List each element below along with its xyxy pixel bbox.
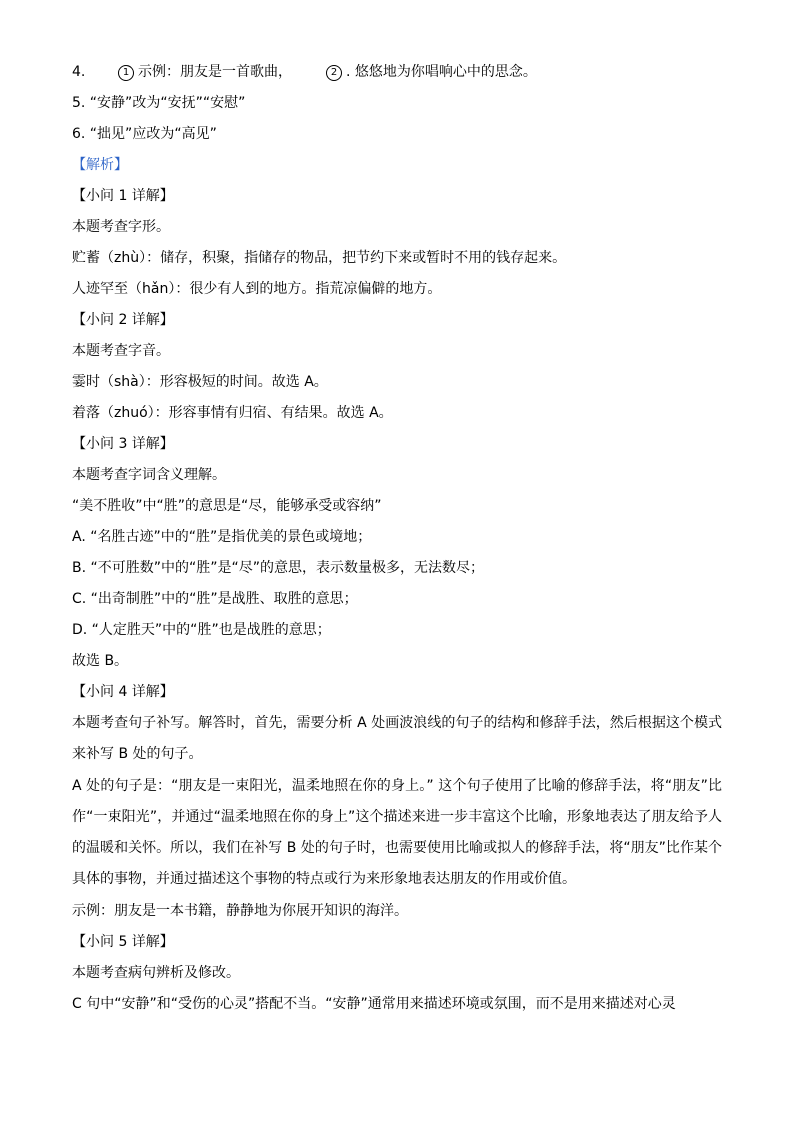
section-2-line: 本题考查字音。 — [72, 343, 170, 359]
section-1-line: 本题考查字形。 — [72, 219, 170, 235]
section-3-line: A. “名胜古迹”中的“胜”是指优美的景色或境地； — [72, 529, 372, 545]
section-3-line: C. “出奇制胜”中的“胜”是战胜、取胜的意思； — [72, 591, 358, 607]
circled-number-1: 1 — [118, 65, 134, 81]
answer-6: 6. “拙见”应改为“高见” — [72, 126, 217, 142]
section-2-line: 着落（zhuó）：形容事情有归宿、有结果。故选 A。 — [72, 405, 393, 421]
answer-5: 5. “安静”改为“安抚”“安慰” — [72, 95, 246, 111]
section-3-line: “美不胜收”中“胜”的意思是“尽，能够承受或容纳” — [72, 498, 382, 514]
section-5-heading: 【小问 5 详解】 — [72, 934, 174, 950]
document-page — [72, 62, 722, 1025]
section-3-line: D. “人定胜天”中的“胜”也是战胜的意思； — [72, 622, 331, 638]
analysis-label: 【解析】 — [72, 157, 128, 173]
section-2-line: 霎时（shà）：形容极短的时间。故选 A。 — [72, 374, 328, 390]
circled-number-2: 2 — [326, 65, 342, 81]
section-3-line: B. “不可胜数”中的“胜”是“尽”的意思，表示数量极多，无法数尽； — [72, 560, 485, 576]
answer-4 — [72, 62, 722, 82]
section-3-line: 本题考查字词含义理解。 — [72, 467, 226, 483]
answer-4-number: 4. — [72, 64, 86, 80]
section-2-heading: 【小问 2 详解】 — [72, 312, 174, 328]
answer-4-part2: . 悠悠地为你唱响心中的思念。 — [346, 64, 537, 80]
section-4-paragraph: A 处的句子是：“朋友是一束阳光，温柔地照在你的身上。” 这个句子使用了比喻的修辞手法，将“朋友”比作“一束阳光”，并通过“温柔地照在你的身上”这个描述来进一步丰富这个比喻，形象地表达了朋友给予人的温暖和关怀。所以，我们在补写 B 处的句子时，也需要使用比喻或拟人的修辞手法，将“朋友”比作某个具体的事物，并通过描述这个事物的特点或行为来形象地表达朋友的作用或价值。 — [72, 778, 722, 887]
section-1-heading: 【小问 1 详解】 — [72, 188, 174, 204]
answer-4-part1: 示例：朋友是一首歌曲， — [138, 64, 292, 80]
section-5-line: 本题考查病句辨析及修改。 — [72, 965, 240, 981]
section-4-example: 示例：朋友是一本书籍，静静地为你展开知识的海洋。 — [72, 903, 408, 919]
section-1-line: 贮蓄（zhù）：储存，积聚，指储存的物品，把节约下来或暂时不用的钱存起来。 — [72, 250, 567, 266]
section-4-paragraph: 本题考查句子补写。解答时，首先，需要分析 A 处画波浪线的句子的结构和修辞手法，然后根据这个模式来补写 B 处的句子。 — [72, 715, 722, 762]
section-4-heading: 【小问 4 详解】 — [72, 684, 174, 700]
section-5-line: C 句中“安静”和“受伤的心灵”搭配不当。“安静”通常用来描述环境或氛围，而不是用来描述对心灵 — [72, 996, 676, 1012]
section-3-line: 故选 B。 — [72, 653, 129, 669]
section-1-line: 人迹罕至（hǎn）：很少有人到的地方。指荒凉偏僻的地方。 — [72, 281, 442, 297]
section-3-heading: 【小问 3 详解】 — [72, 436, 174, 452]
